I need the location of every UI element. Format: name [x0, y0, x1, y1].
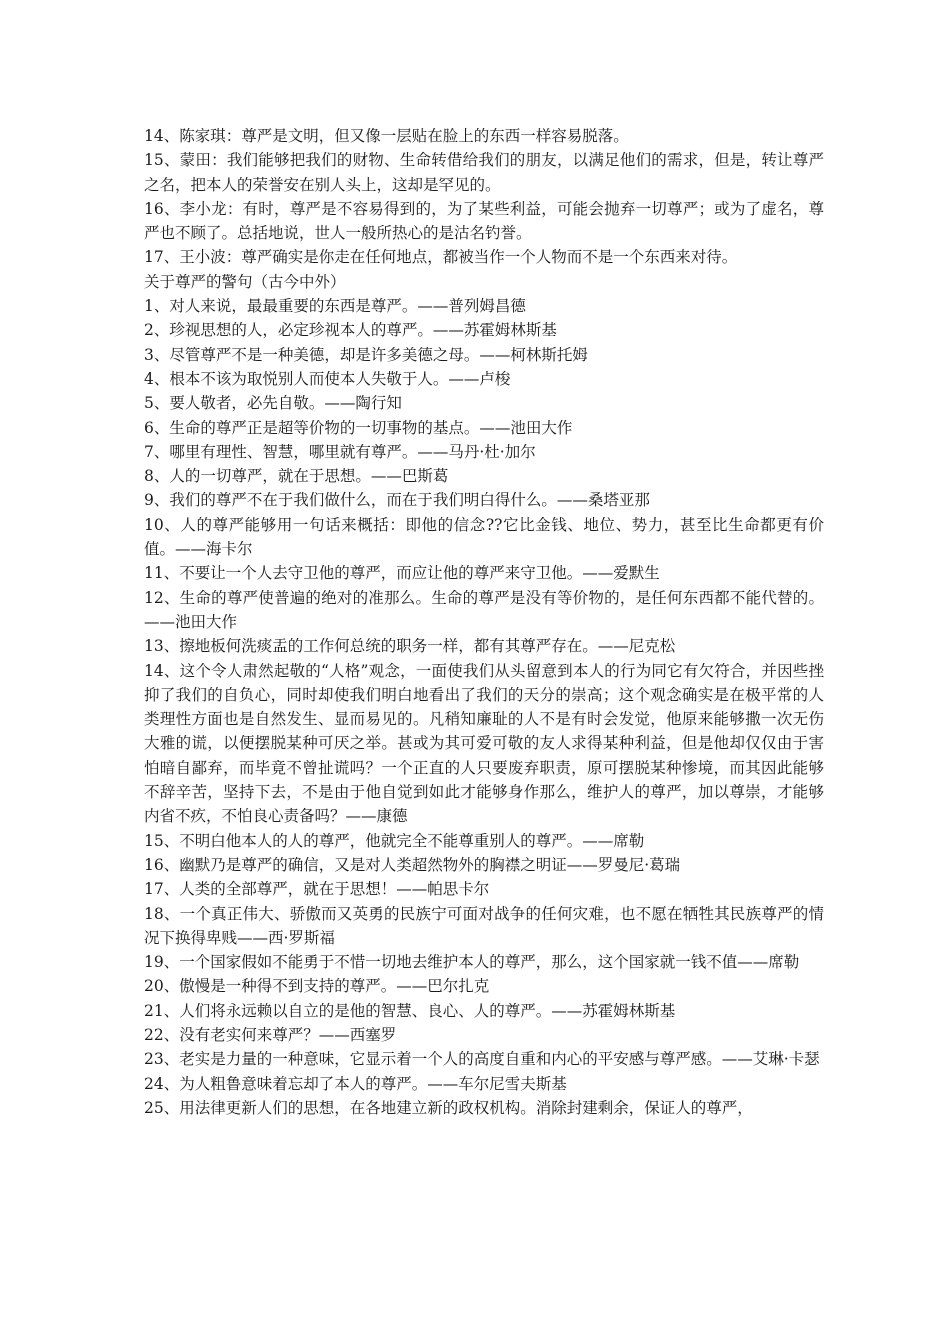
quote-item: 16、幽默乃是尊严的确信，又是对人类超然物外的胸襟之明证——罗曼尼·葛瑞 [144, 855, 681, 874]
quote-item: 5、要人敬者，必先自敬。——陶行知 [144, 394, 402, 413]
quote-item: 11、不要让一个人去守卫他的尊严，而应让他的尊严来守卫他。——爱默生 [144, 564, 660, 583]
document-page [144, 124, 824, 1120]
quote-item: 10、人的尊严能够用一句话来概括：即他的信念??它比金钱、地位、势力，甚至比生命都更有价值。——海卡尔 [144, 515, 824, 559]
quote-item: 14、这个令人肃然起敬的“人格”观念，一面使我们从头留意到本人的行为同它有欠符合，并因些挫抑了我们的自负心，同时却使我们明白地看出了我们的天分的崇高；这个观念确实是在极平常的人类理性方面也是自然发生、显而易见的。凡稍知廉耻的人不是有时会发觉，他原来能够撒一次无伤大雅的谎，以便摆脱某种可厌之举。甚或为其可爱可敬的友人求得某种利益，但是他却仅仅由于害怕暗自鄙弃，而毕竟不曾扯谎吗？一个正直的人只要废弃职责，原可摆脱某种惨境，而其因此能够不辞辛苦，坚持下去，不是由于他自觉到如此才能够身作那么，维护人的尊严，加以尊崇，才能够内省不疚，不怕良心责备吗？——康德 [144, 661, 824, 826]
quote-item: 8、人的一切尊严，就在于思想。——巴斯葛 [144, 467, 449, 486]
quote-item: 25、用法律更新人们的思想，在各地建立新的政权机构。消除封建剩余，保证人的尊严， [144, 1098, 753, 1117]
quote-item: 17、人类的全部尊严，就在于思想！——帕思卡尔 [144, 880, 490, 899]
quote-item: 13、擦地板何洗痰盂的工作何总统的职务一样，都有其尊严存在。——尼克松 [144, 637, 676, 656]
quote-item: 9、我们的尊严不在于我们做什么，而在于我们明白得什么。——桑塔亚那 [144, 491, 650, 510]
paragraph: 17、王小波：尊严确实是你走在任何地点，都被当作一个人物而不是一个东西来对待。 [144, 248, 738, 267]
quote-item: 6、生命的尊严正是超等价物的一切事物的基点。——池田大作 [144, 418, 573, 437]
quote-item: 1、对人来说，最最重要的东西是尊严。——普列姆昌德 [144, 297, 526, 316]
quote-item: 4、根本不该为取悦别人而使本人失敬于人。——卢梭 [144, 369, 511, 388]
quote-item: 24、为人粗鲁意味着忘却了本人的尊严。——车尔尼雪夫斯基 [144, 1074, 567, 1093]
quote-item: 22、没有老实何来尊严？——西塞罗 [144, 1025, 397, 1044]
quote-item: 23、老实是力量的一种意味，它显示着一个人的高度自重和内心的平安感与尊严感。——艾琳·卡瑟 [144, 1050, 820, 1069]
quote-item: 18、一个真正伟大、骄傲而又英勇的民族宁可面对战争的任何灾难，也不愿在牺牲其民族尊严的情况下换得卑贱——西·罗斯福 [144, 904, 824, 947]
quote-item: 21、人们将永远赖以自立的是他的智慧、良心、人的尊严。——苏霍姆林斯基 [144, 1001, 676, 1020]
quote-item: 20、傲慢是一种得不到支持的尊严。——巴尔扎克 [144, 977, 490, 996]
paragraph: 16、李小龙：有时，尊严是不容易得到的，为了某些利益，可能会抛弃一切尊严；或为了虚名，尊严也不顾了。总括地说，世人一般所热心的是沽名钓誉。 [144, 199, 824, 243]
quote-item: 15、不明白他本人的人的尊严，他就完全不能尊重别人的尊严。——席勒 [144, 831, 645, 850]
quote-item: 12、生命的尊严使普遍的绝对的准那么。生命的尊严是没有等价物的，是任何东西都不能代替的。——池田大作 [144, 588, 824, 631]
quote-item: 2、珍视思想的人，必定珍视本人的尊严。——苏霍姆林斯基 [144, 321, 557, 340]
quote-item: 7、哪里有理性、智慧，哪里就有尊严。——马丹·杜·加尔 [144, 442, 536, 461]
section-heading: 关于尊严的警句（古今中外） [144, 272, 346, 291]
paragraph: 14、陈家琪：尊严是文明，但又像一层贴在脸上的东西一样容易脱落。 [144, 127, 629, 145]
paragraph: 15、蒙田：我们能够把我们的财物、生命转借给我们的朋友，以满足他们的需求，但是，转让尊严之名，把本人的荣誉安在别人头上，这却是罕见的。 [144, 151, 824, 194]
quote-item: 19、一个国家假如不能勇于不惜一切地去维护本人的尊严，那么，这个国家就一钱不值——席勒 [144, 953, 800, 972]
quote-item: 3、尽管尊严不是一种美德，却是许多美德之母。——柯林斯托姆 [144, 345, 588, 364]
